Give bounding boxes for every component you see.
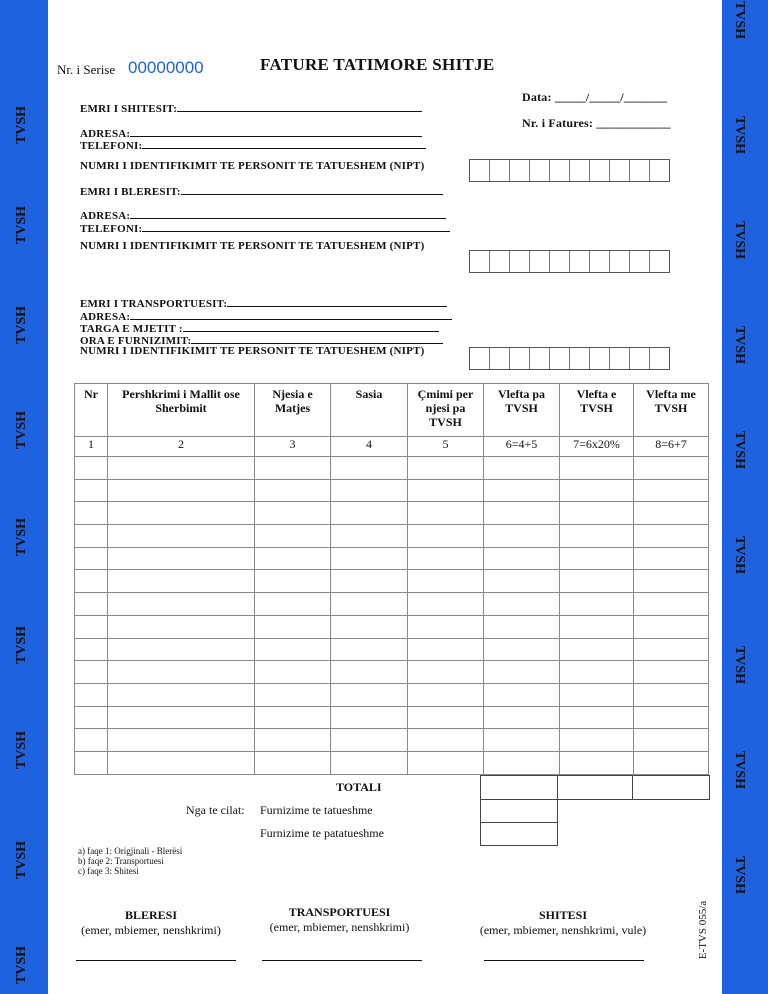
serial-number: 00000000	[128, 58, 204, 77]
table-row[interactable]	[75, 479, 709, 502]
table-cell[interactable]	[108, 525, 255, 548]
serial-label: Nr. i Serise	[57, 62, 116, 77]
seller-signature-title: SHITESI	[538, 908, 588, 922]
table-cell[interactable]	[484, 479, 560, 502]
table-cell[interactable]	[255, 638, 331, 661]
table-header-row	[75, 384, 709, 437]
transporter-name-field[interactable]	[80, 296, 447, 310]
table-cell[interactable]	[634, 525, 709, 548]
side-label: TVSH	[14, 730, 29, 770]
column-header: Vlefta e TVSH	[560, 384, 634, 437]
table-cell[interactable]	[331, 570, 408, 593]
table-cell[interactable]	[408, 683, 484, 706]
table-row[interactable]	[75, 547, 709, 570]
table-cell[interactable]	[484, 729, 560, 752]
table-cell[interactable]	[331, 729, 408, 752]
table-cell[interactable]	[75, 638, 108, 661]
table-cell[interactable]	[408, 751, 484, 774]
seller-phone-field[interactable]	[80, 138, 426, 152]
table-cell[interactable]	[408, 638, 484, 661]
copies-list	[78, 846, 182, 876]
column-number: 6=4+5	[484, 437, 560, 457]
column-number: 8=6+7	[634, 437, 709, 457]
seller-signature-line[interactable]	[484, 960, 644, 961]
table-cell[interactable]	[75, 751, 108, 774]
table-cell[interactable]	[255, 547, 331, 570]
table-cell[interactable]	[408, 729, 484, 752]
non-taxable-supplies-box[interactable]	[480, 822, 558, 846]
table-cell[interactable]	[560, 729, 634, 752]
table-cell[interactable]	[75, 706, 108, 729]
column-header: Vlefta pa TVSH	[484, 384, 560, 437]
table-cell[interactable]	[75, 729, 108, 752]
table-cell[interactable]	[331, 502, 408, 525]
taxable-supplies-label: Furnizime te tatueshme	[260, 803, 373, 817]
table-cell[interactable]	[108, 615, 255, 638]
invoice-number-label[interactable]: Nr. i Fatures: ____________	[522, 116, 671, 130]
table-cell[interactable]	[408, 479, 484, 502]
table-cell[interactable]	[75, 661, 108, 684]
seller-nipt-boxes[interactable]	[469, 159, 670, 182]
table-cell[interactable]	[560, 502, 634, 525]
list-item: c) faqe 3: Shitesi	[78, 866, 139, 876]
column-header: Pershkrimi i Mallit ose Sherbimit	[108, 384, 255, 437]
table-cell[interactable]	[331, 547, 408, 570]
table-cell[interactable]	[255, 615, 331, 638]
table-cell[interactable]	[255, 525, 331, 548]
table-cell[interactable]	[560, 547, 634, 570]
table-cell[interactable]	[75, 525, 108, 548]
column-number: 4	[331, 437, 408, 457]
table-cell[interactable]	[255, 706, 331, 729]
of-which-label: Nga te cilat:	[186, 803, 245, 817]
table-cell[interactable]	[331, 751, 408, 774]
table-cell[interactable]	[560, 706, 634, 729]
transporter-signature-title: TRANSPORTUESI	[288, 905, 391, 919]
table-cell[interactable]	[484, 706, 560, 729]
buyer-phone-field[interactable]	[80, 221, 450, 235]
side-label: TVSH	[732, 0, 747, 40]
table-cell[interactable]	[484, 525, 560, 548]
table-cell[interactable]	[75, 479, 108, 502]
buyer-phone-label: TELEFONI:	[80, 223, 143, 235]
table-cell[interactable]	[408, 615, 484, 638]
table-cell[interactable]	[634, 683, 709, 706]
table-cell[interactable]	[108, 593, 255, 616]
side-label: TVSH	[14, 625, 29, 665]
column-number: 5	[408, 437, 484, 457]
transporter-signature-line[interactable]	[262, 960, 422, 961]
transporter-nipt-label: NUMRI I IDENTIFIKIMIT TE PERSONIT TE TATUESHEM (NIPT)	[80, 345, 425, 357]
table-cell[interactable]	[331, 615, 408, 638]
buyer-signature-title: BLERESI	[124, 908, 178, 922]
table-cell[interactable]	[255, 570, 331, 593]
seller-signature-subtitle: (emer, mbiemer, nenshkrimi, vule)	[479, 923, 647, 937]
buyer-name-label: EMRI I BLERESIT:	[80, 186, 181, 198]
column-number: 3	[255, 437, 331, 457]
table-cell[interactable]	[331, 683, 408, 706]
taxable-supplies-box[interactable]	[480, 799, 558, 823]
table-cell[interactable]	[634, 479, 709, 502]
side-label: TVSH	[732, 535, 747, 575]
table-cell[interactable]	[331, 638, 408, 661]
non-taxable-supplies-label: Furnizime te patatueshme	[260, 826, 384, 840]
table-cell[interactable]	[484, 457, 560, 480]
table-cell[interactable]	[108, 706, 255, 729]
table-cell[interactable]	[408, 706, 484, 729]
column-header: Njesia e Matjes	[255, 384, 331, 437]
table-cell[interactable]	[634, 593, 709, 616]
table-cell[interactable]	[484, 661, 560, 684]
table-cell[interactable]	[255, 661, 331, 684]
table-cell[interactable]	[408, 547, 484, 570]
table-cell[interactable]	[560, 570, 634, 593]
seller-name-field[interactable]	[80, 101, 422, 115]
table-cell[interactable]	[560, 683, 634, 706]
table-cell[interactable]	[75, 683, 108, 706]
side-label: TVSH	[732, 645, 747, 685]
table-cell[interactable]	[331, 479, 408, 502]
column-header: Nr	[75, 384, 108, 437]
table-cell[interactable]	[634, 638, 709, 661]
total-label: TOTALI	[336, 780, 382, 794]
table-row[interactable]	[75, 457, 709, 480]
table-row[interactable]	[75, 706, 709, 729]
table-cell[interactable]	[331, 525, 408, 548]
buyer-nipt-label: NUMRI I IDENTIFIKIMIT TE PERSONIT TE TATUESHEM (NIPT)	[80, 240, 425, 252]
table-cell[interactable]	[108, 751, 255, 774]
table-cell[interactable]	[255, 479, 331, 502]
table-cell[interactable]	[634, 751, 709, 774]
side-label: TVSH	[14, 945, 29, 985]
table-cell[interactable]	[560, 457, 634, 480]
table-cell[interactable]	[108, 502, 255, 525]
side-label: TVSH	[732, 855, 747, 895]
seller-nipt-label: NUMRI I IDENTIFIKIMIT TE PERSONIT TE TATUESHEM (NIPT)	[80, 160, 425, 172]
list-item: b) faqe 2: Transportuesi	[78, 856, 164, 866]
buyer-signature-block	[76, 908, 226, 938]
buyer-address-field[interactable]	[80, 208, 446, 222]
table-cell[interactable]	[408, 593, 484, 616]
table-cell[interactable]	[484, 615, 560, 638]
table-row[interactable]	[75, 683, 709, 706]
table-cell[interactable]	[560, 525, 634, 548]
table-row[interactable]	[75, 661, 709, 684]
table-cell[interactable]	[634, 661, 709, 684]
side-label: TVSH	[14, 305, 29, 345]
table-cell[interactable]	[255, 751, 331, 774]
table-cell[interactable]	[75, 547, 108, 570]
transporter-address-label: ADRESA:	[80, 311, 131, 323]
table-cell[interactable]	[108, 661, 255, 684]
table-cell[interactable]	[560, 751, 634, 774]
list-item: a) faqe 1: Origjinali - Blerësi	[78, 846, 183, 856]
table-cell[interactable]	[560, 638, 634, 661]
table-row[interactable]	[75, 593, 709, 616]
table-cell[interactable]	[108, 547, 255, 570]
total-values-row[interactable]	[480, 775, 710, 800]
table-row[interactable]	[75, 525, 709, 548]
table-cell[interactable]	[634, 706, 709, 729]
table-cell[interactable]	[255, 502, 331, 525]
table-cell[interactable]	[255, 593, 331, 616]
table-cell[interactable]	[560, 593, 634, 616]
table-row[interactable]	[75, 615, 709, 638]
table-cell[interactable]	[484, 502, 560, 525]
table-row[interactable]	[75, 751, 709, 774]
table-cell[interactable]	[634, 502, 709, 525]
page-title: FATURE TATIMORE SHITJE	[260, 55, 495, 74]
table-cell[interactable]	[408, 502, 484, 525]
table-cell[interactable]	[331, 706, 408, 729]
table-cell[interactable]	[108, 683, 255, 706]
table-cell[interactable]	[634, 729, 709, 752]
transporter-signature-block	[262, 905, 417, 935]
table-cell[interactable]	[560, 479, 634, 502]
buyer-name-field[interactable]	[80, 184, 443, 198]
supply-time-label: ORA E FURNIZIMIT:	[80, 335, 192, 347]
table-cell[interactable]	[331, 593, 408, 616]
side-label: TVSH	[14, 410, 29, 450]
side-label: TVSH	[732, 750, 747, 790]
table-cell[interactable]	[484, 638, 560, 661]
table-cell[interactable]	[634, 547, 709, 570]
table-cell[interactable]	[75, 502, 108, 525]
table-cell[interactable]	[75, 570, 108, 593]
table-cell[interactable]	[484, 570, 560, 593]
table-cell[interactable]	[108, 729, 255, 752]
side-label: TVSH	[14, 205, 29, 245]
table-cell[interactable]	[108, 479, 255, 502]
buyer-address-label: ADRESA:	[80, 210, 131, 222]
seller-name-label: EMRI I SHITESIT:	[80, 103, 178, 115]
table-cell[interactable]	[408, 570, 484, 593]
table-cell[interactable]	[484, 683, 560, 706]
table-cell[interactable]	[108, 638, 255, 661]
side-label: TVSH	[732, 220, 747, 260]
table-cell[interactable]	[408, 525, 484, 548]
column-header: Çmimi per njesi pa TVSH	[408, 384, 484, 437]
table-row[interactable]	[75, 729, 709, 752]
seller-signature-block	[474, 908, 652, 938]
table-row[interactable]	[75, 502, 709, 525]
transporter-signature-subtitle: (emer, mbiemer, nenshkrimi)	[269, 920, 410, 934]
table-cell[interactable]	[408, 457, 484, 480]
vehicle-plate-label: TARGA E MJETIT :	[80, 323, 183, 335]
buyer-nipt-boxes[interactable]	[469, 250, 670, 273]
table-cell[interactable]	[75, 615, 108, 638]
column-number: 7=6x20%	[560, 437, 634, 457]
column-header: Vlefta me TVSH	[634, 384, 709, 437]
table-cell[interactable]	[560, 661, 634, 684]
side-label: TVSH	[732, 115, 747, 155]
table-cell[interactable]	[408, 661, 484, 684]
column-numbering-row	[75, 437, 709, 457]
table-cell[interactable]	[484, 547, 560, 570]
side-label: TVSH	[14, 517, 29, 557]
table-row[interactable]	[75, 570, 709, 593]
transporter-nipt-boxes[interactable]	[469, 347, 670, 370]
date-label[interactable]: Data: _____/_____/_______	[522, 90, 668, 104]
table-cell[interactable]	[331, 457, 408, 480]
table-cell[interactable]	[634, 615, 709, 638]
column-header: Sasia	[331, 384, 408, 437]
table-cell[interactable]	[255, 683, 331, 706]
transporter-name-label: EMRI I TRANSPORTUESIT:	[80, 298, 228, 310]
table-cell[interactable]	[634, 457, 709, 480]
table-cell[interactable]	[484, 751, 560, 774]
table-cell[interactable]	[331, 661, 408, 684]
seller-phone-label: TELEFONI:	[80, 140, 143, 152]
table-cell[interactable]	[255, 457, 331, 480]
table-cell[interactable]	[560, 615, 634, 638]
table-cell[interactable]	[75, 593, 108, 616]
table-cell[interactable]	[108, 457, 255, 480]
table-cell[interactable]	[255, 729, 331, 752]
table-cell[interactable]	[484, 593, 560, 616]
side-label: TVSH	[732, 430, 747, 470]
table-cell[interactable]	[634, 570, 709, 593]
table-cell[interactable]	[108, 570, 255, 593]
table-row[interactable]	[75, 638, 709, 661]
invoice-items-table	[74, 383, 709, 775]
side-label: TVSH	[732, 325, 747, 365]
seller-address-label: ADRESA:	[80, 128, 131, 140]
buyer-signature-subtitle: (emer, mbiemer, nenshkrimi)	[81, 923, 221, 937]
column-number: 1	[75, 437, 108, 457]
form-code: E-TVS 055/a	[697, 900, 709, 960]
buyer-signature-line[interactable]	[76, 960, 236, 961]
side-label: TVSH	[14, 840, 29, 880]
table-cell[interactable]	[75, 457, 108, 480]
column-number: 2	[108, 437, 255, 457]
side-label: TVSH	[14, 105, 29, 145]
